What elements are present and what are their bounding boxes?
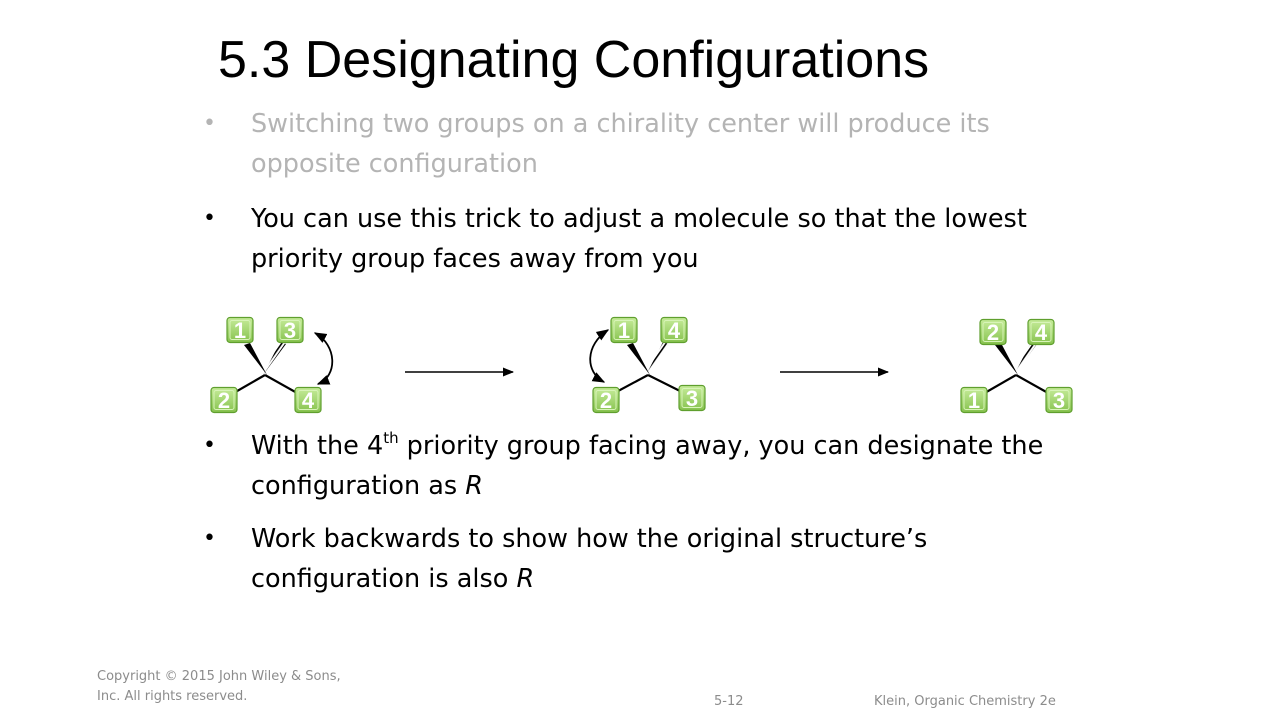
wedge-bond: [627, 343, 650, 375]
copyright-notice: Copyright © 2015 John Wiley & Sons, Inc. All rights reserved.: [97, 669, 341, 704]
dash-bond: [1014, 342, 1037, 375]
svg-text:4: 4: [667, 318, 681, 343]
group-box: [679, 386, 705, 412]
swap-arrow: [590, 330, 608, 382]
group-box: [227, 318, 253, 344]
group-box: [961, 388, 987, 414]
group-box: [295, 388, 321, 414]
group-box: [211, 388, 237, 414]
svg-text:3: 3: [1052, 388, 1066, 413]
group-box: [1046, 388, 1072, 414]
molecule-final: [961, 320, 1072, 414]
bullet-dot: •: [203, 111, 216, 136]
swap-arrow: [315, 333, 332, 384]
group-box: [980, 320, 1006, 346]
slide-title: 5.3 Designating Configurations: [218, 31, 930, 89]
dash-bond: [646, 342, 669, 375]
svg-text:4: 4: [1034, 320, 1048, 345]
bullet-dot: •: [203, 433, 216, 458]
dash-bond: [263, 342, 286, 375]
wedge-bond: [995, 343, 1018, 375]
svg-text:2: 2: [986, 320, 1000, 345]
group-box: [593, 388, 619, 414]
molecule-original: [211, 318, 332, 414]
bullet-text: You can use this trick to adjust a molecule so that the lowest priority group faces away from you: [251, 204, 1027, 274]
svg-text:2: 2: [217, 388, 231, 413]
bullet-dot: •: [203, 526, 216, 551]
molecule-intermediate: [590, 318, 705, 414]
svg-text:2: 2: [599, 388, 613, 413]
bullet-text: Work backwards to show how the original structure’s configuration is also R: [251, 524, 928, 594]
svg-text:1: 1: [233, 318, 247, 343]
group-box: [277, 318, 303, 344]
svg-text:4: 4: [301, 388, 315, 413]
bullet-text: With the 4th priority group facing away, you can designate the configuration as R: [251, 428, 1044, 501]
group-box: [611, 318, 637, 344]
source-citation: Klein, Organic Chemistry 2e: [874, 694, 1056, 709]
svg-text:3: 3: [283, 318, 297, 343]
group-box: [1028, 320, 1054, 346]
svg-text:1: 1: [967, 388, 981, 413]
wedge-bond: [244, 343, 267, 375]
svg-text:3: 3: [685, 386, 699, 411]
slide-number: 5-12: [714, 694, 744, 709]
svg-text:1: 1: [617, 318, 631, 343]
bullet-dot: •: [203, 206, 216, 231]
bullet-text: Switching two groups on a chirality center will produce its opposite configuration: [251, 109, 990, 179]
group-box: [661, 318, 687, 344]
